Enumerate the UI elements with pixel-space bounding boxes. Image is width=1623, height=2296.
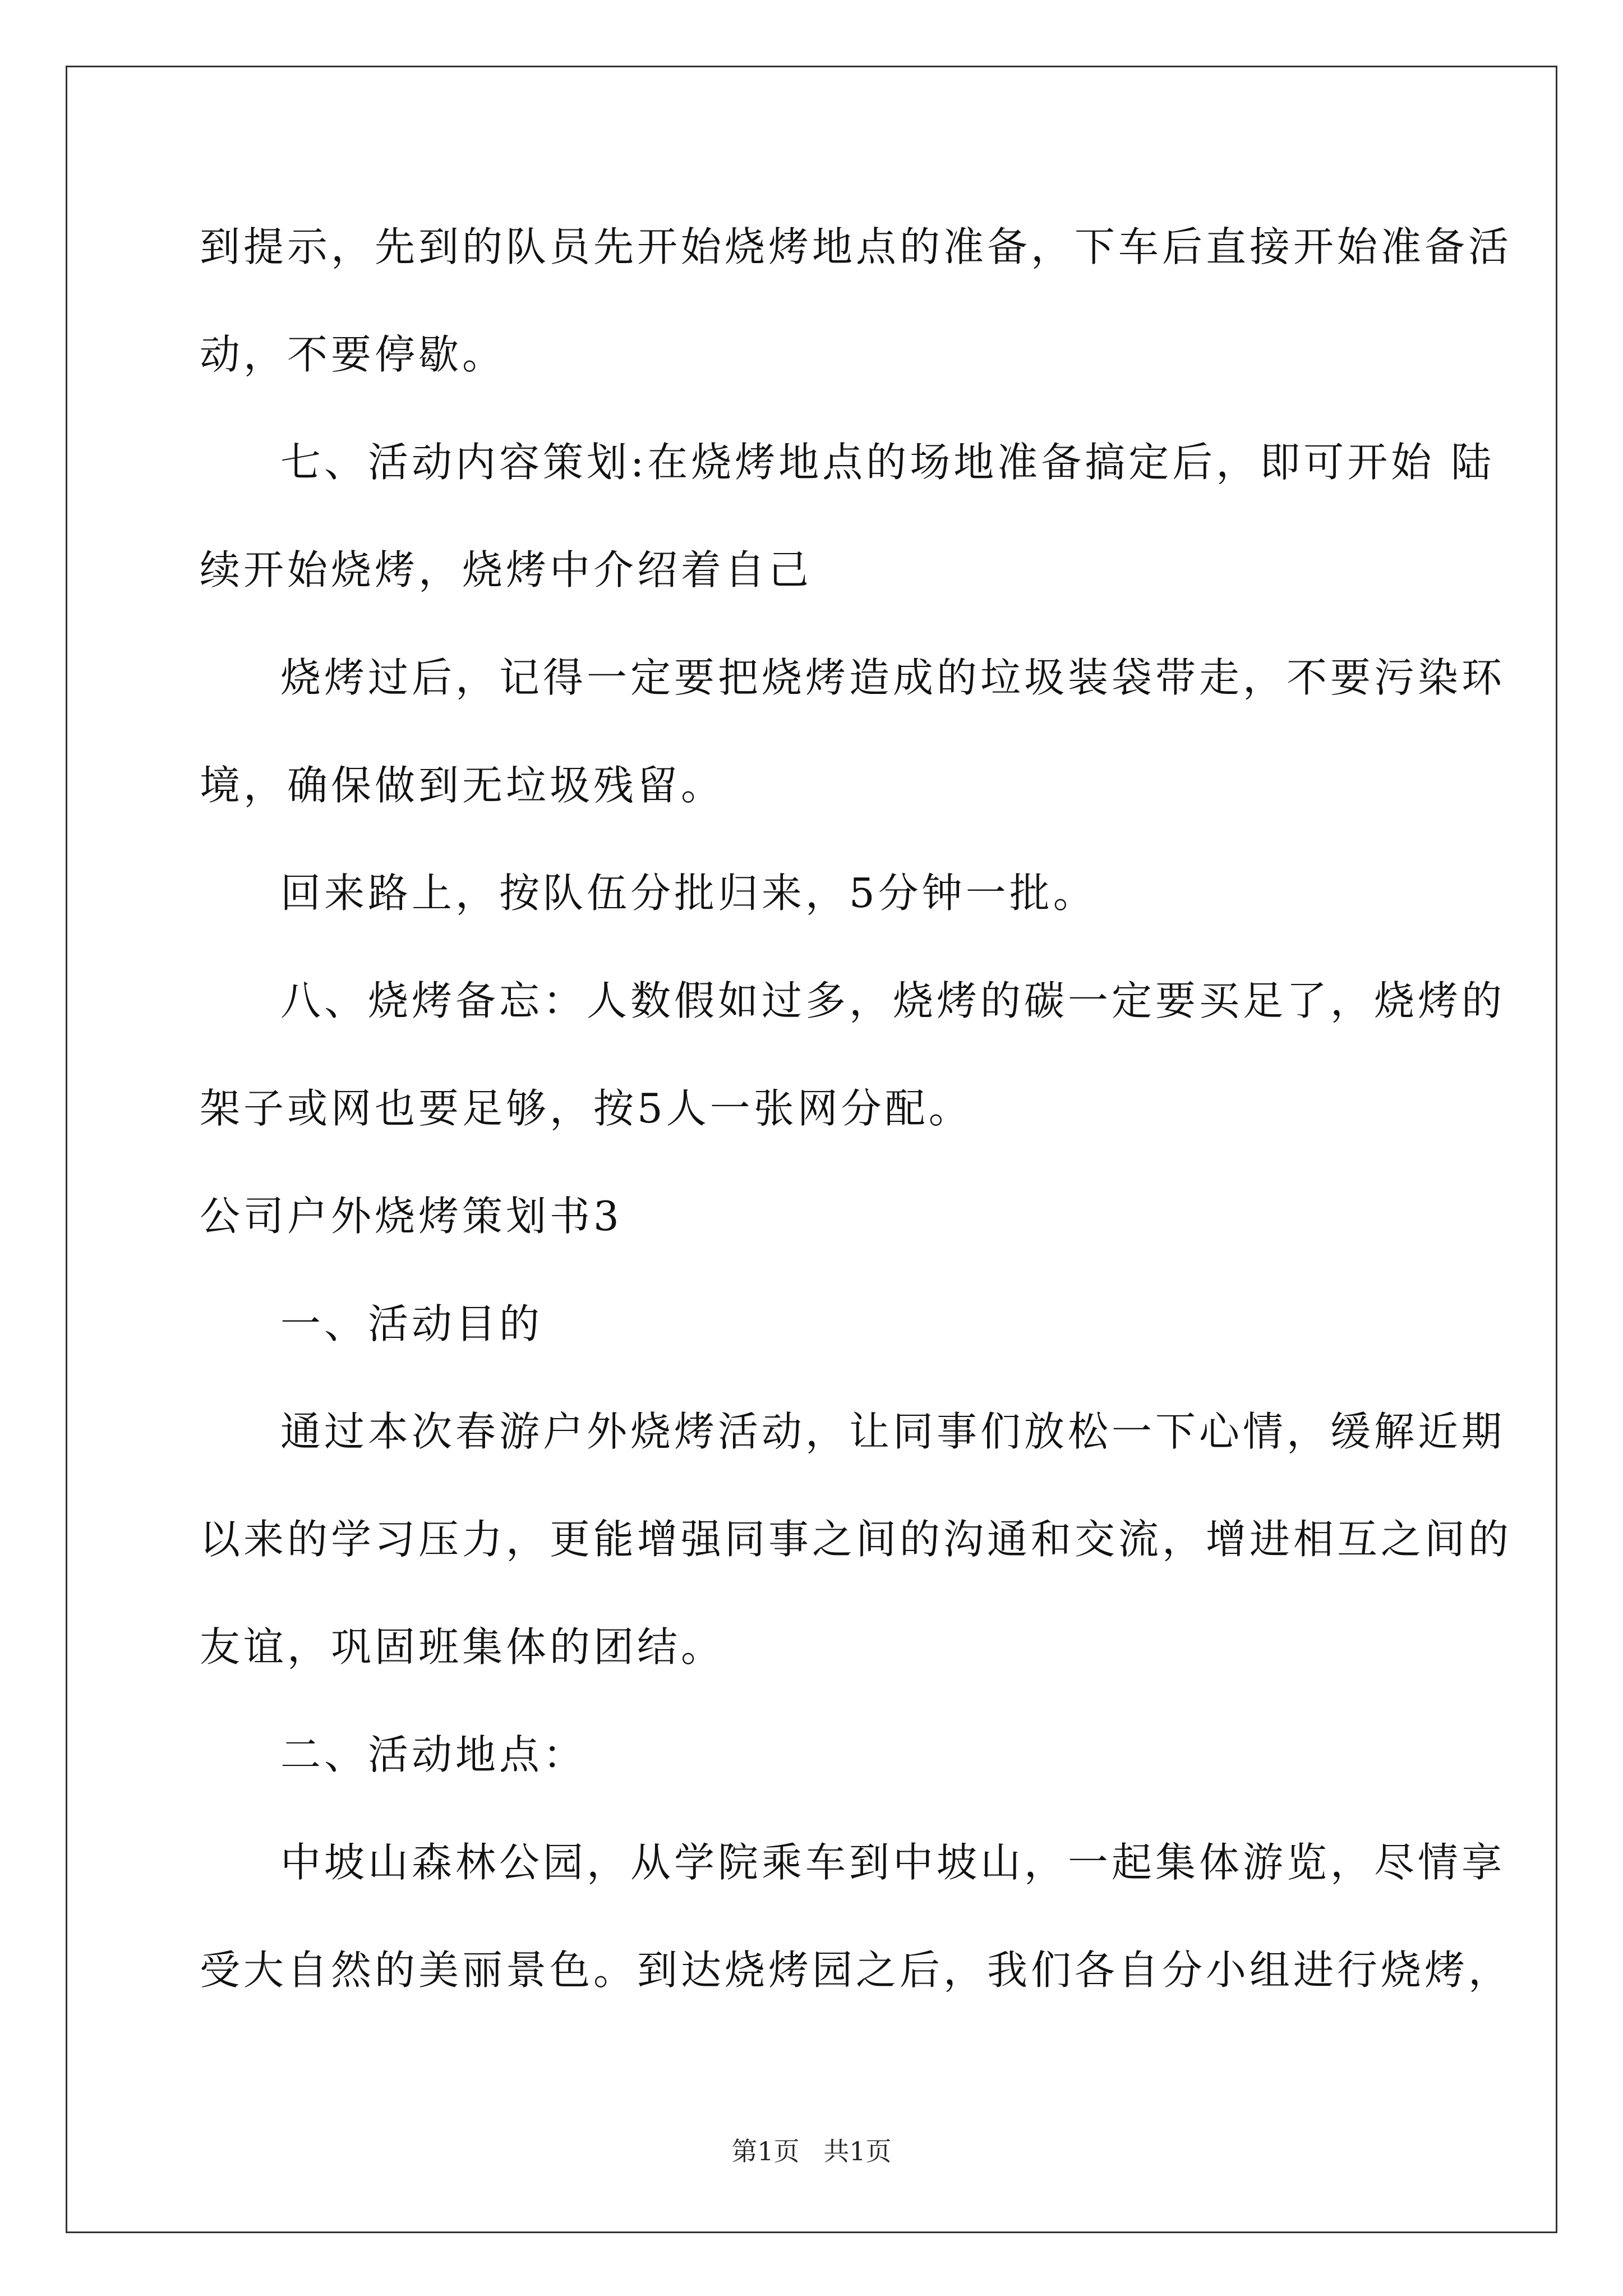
text-line: 友谊，巩固班集体的团结。	[200, 1623, 725, 1671]
text-line: 七、活动内容策划:在烧烤地点的场地准备搞定后，即可开始 陆	[280, 439, 1495, 486]
text-line: 动，不要停歇。	[200, 331, 506, 378]
text-line: 到提示，先到的队员先开始烧烤地点的准备，下车后直接开始准备活	[200, 223, 1513, 270]
subsection-heading: 一、活动目的	[280, 1300, 543, 1347]
page-number: 第1页	[731, 2136, 800, 2166]
text-line: 续开始烧烤，烧烤中介绍着自己	[200, 546, 813, 593]
text-line: 境，确保做到无垃圾残留。	[200, 762, 725, 809]
page-footer	[0, 2134, 1623, 2168]
section-heading: 公司户外烧烤策划书3	[200, 1193, 623, 1240]
document-body	[200, 220, 1513, 2051]
text-line: 以来的学习压力，更能增强同事之间的沟通和交流，增进相互之间的	[200, 1516, 1513, 1563]
text-line: 回来路上，按队伍分批归来，5分钟一批。	[280, 869, 1097, 917]
text-line: 架子或网也要足够，按5人一张网分配。	[200, 1085, 972, 1132]
text-line: 八、烧烤备忘：人数假如过多，烧烤的碳一定要买足了，烧烤的	[280, 977, 1506, 1024]
text-line: 中坡山森林公园，从学院乘车到中坡山，一起集体游览，尽情享	[280, 1839, 1506, 1886]
page-total: 共1页	[823, 2136, 892, 2166]
subsection-heading: 二、活动地点：	[280, 1731, 587, 1778]
text-line: 通过本次春游户外烧烤活动，让同事们放松一下心情，缓解近期	[280, 1408, 1506, 1455]
text-line: 受大自然的美丽景色。到达烧烤园之后，我们各自分小组进行烧烤，	[200, 1947, 1513, 1994]
text-line: 烧烤过后，记得一定要把烧烤造成的垃圾装袋带走，不要污染环	[280, 654, 1506, 701]
